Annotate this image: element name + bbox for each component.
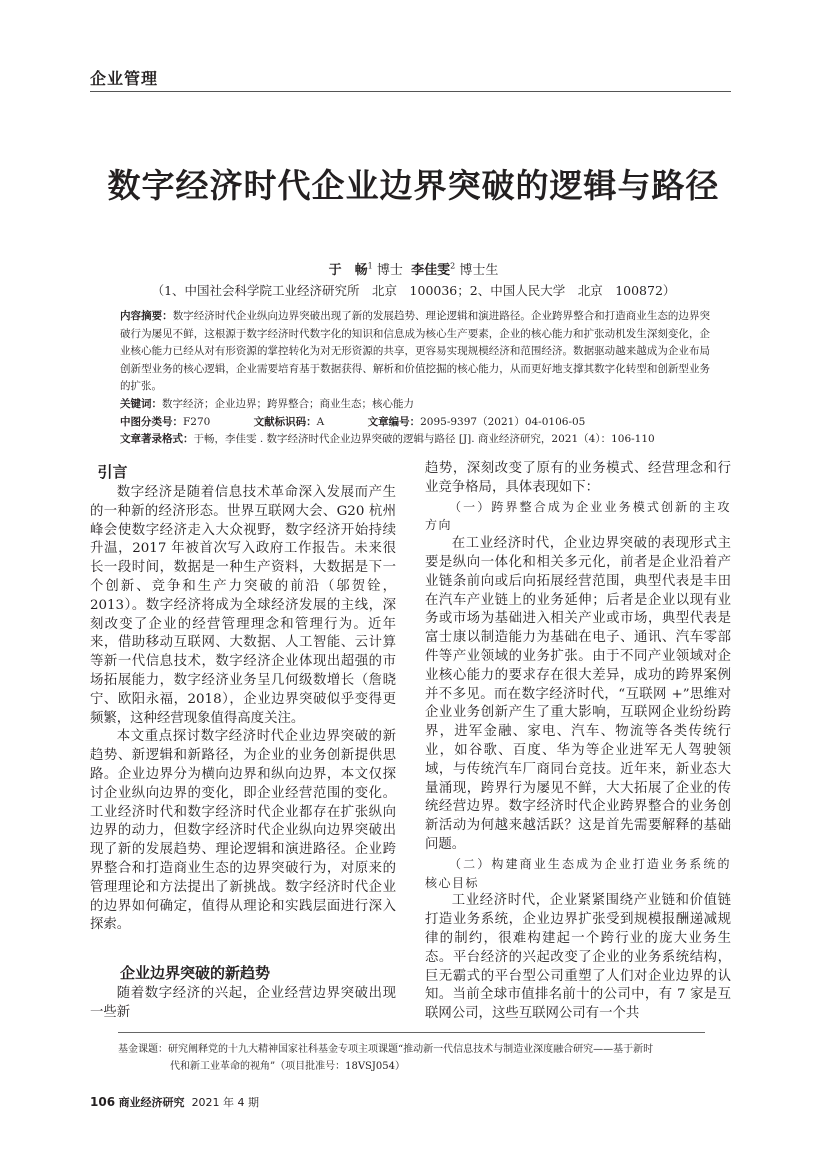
page-footer xyxy=(90,1094,259,1110)
keywords: 数字经济；企业边界；跨界整合；商业生态；核心能力 xyxy=(162,397,414,410)
affiliation: （1、中国社会科学院工业经济研究所 北京 100036；2、中国人民大学 北京 100872） xyxy=(151,283,676,298)
footnote-rule xyxy=(118,1032,705,1033)
paragraph: 趋势，深刻改变了原有的业务模式、经营理念和行业竞争格局，具体表现如下： xyxy=(425,461,731,495)
subsection-heading: （二）构建商业生态成为企业打造业务系统的核心目标 xyxy=(425,856,731,890)
section-heading-intro: 引言 xyxy=(97,463,128,481)
paragraph: 工业经济时代，企业紧紧围绕产业链和价值链打造业务系统，企业边界扩张受到规模报酬递减规律的制约，很难构建起一个跨行业的庞大业务生态。平台经济的兴起改变了企业的业务系统结构，巨无霸式的平台型公司重塑了人们对企业边界的认知。当前全球市值排名前十的公司中，有 7 家是互联网公司，这些互联网公司有一个共 xyxy=(425,893,731,1022)
issue: 2021 年 4 期 xyxy=(191,1096,260,1109)
journal-name: 商业经济研究 xyxy=(118,1096,185,1109)
abstract-block xyxy=(120,308,710,449)
citation: 于畅，李佳雯 . 数字经济时代企业边界突破的逻辑与路径 [J]. 商业经济研究，2021（4）：106-110 xyxy=(193,433,655,446)
authors xyxy=(0,259,827,278)
paragraph: 数字经济是随着信息技术革命深入发展而产生的一种新的经济形态。世界互联网大会、G20 杭州峰会使数字经济走入大众视野，数字经济开始持续升温，2017 年被首次写入政府工作报告。未来很长一段时间，数据是一种生产资料，大数据是下一个创新、竞争和生产力突破的前沿（邬贺铨，2013）。数字经济将成为全球经济发展的主线，深刻改变了企业的经营管理理念和管理行为。近年来，借助移动互联网、大数据、人工智能、云计算等新一代信息技术，数字经济企业体现出超强的市场拓展能力，数字经济业务呈几何级数增长（詹晓宁、欧阳永福，2018），企业边界突破似乎变得更频繁，这种经营现象值得高度关注。 xyxy=(90,485,396,726)
funding-text: 研究阐释党的十九大精神国家社科基金专项主项课题“推动新一代信息技术与制造业深度融合研究——基于新时 xyxy=(168,1044,654,1055)
section-label: 企业管理 xyxy=(90,69,159,88)
keywords-label: 关键词： xyxy=(120,397,162,410)
funding-label: 基金课题： xyxy=(118,1044,168,1055)
clc-label: 中图分类号： xyxy=(120,415,183,428)
author-name: 于 畅 xyxy=(328,263,368,278)
citation-label: 文章著录格式： xyxy=(120,433,194,446)
author-affil-mark: 1 xyxy=(367,261,373,271)
paragraph: 在工业经济时代，企业边界突破的表现形式主要是纵向一体化和相关多元化，前者是企业沿着产业链条前向或后向拓展经营范围，典型代表是丰田在汽车产业链上的业务延伸；后者是企业以现有业务或市场为基础进入相关产业或市场，典型代表是富士康以制造能力为基础在电子、通讯、汽车零部件等产业领域的业务扩张。由于不同产业领域对企业核心能力的要求存在很大差异，成功的跨界案例并不多见。而在数字经济时代，“互联网 +”思维对企业业务创新产生了重大影响，互联网企业纷纷跨界，进军金融、家电、汽车、物流等各类传统行业，如谷歌、百度、华为等企业进军无人驾驶领域，与传统汽车厂商同台竞技。近年来，新业态大量涌现，跨界行为屡见不鲜，大大拓展了企业的传统经营边界。数字经济时代企业跨界整合的业务创新活动为何越来越活跃？这是首先需要解释的基础问题。 xyxy=(425,536,731,852)
paragraph: 本文重点探讨数字经济时代企业边界突破的新趋势、新逻辑和新路径，为企业的业务创新提供思路。企业边界分为横向边界和纵向边界，本文仅探讨企业纵向边界的变化，即企业经营范围的变化。工业经济时代和数字经济时代企业都存在扩张纵向边界的动力，但数字经济时代企业纵向边界突破出现了新的发展趋势、理论逻辑和演进路径。企业跨界整合和打造商业生态的边界突破行为，对原来的管理理论和方法提出了新挑战。数字经济时代企业的边界如何确定，值得从理论和实践层面进行深入探索。 xyxy=(90,729,396,933)
funding-text-cont: 代和新工业革命的视角”（项目批准号：18VSJ054） xyxy=(170,1061,406,1072)
column-left xyxy=(90,460,396,1023)
funding-note xyxy=(118,1041,718,1075)
author-degree: 博士 xyxy=(376,263,403,278)
page-number: 106 xyxy=(90,1095,116,1109)
author-degree: 博士生 xyxy=(459,263,499,278)
header-rule xyxy=(90,91,731,92)
doc-code-value: A xyxy=(316,415,325,428)
article-title: 数字经济时代企业边界突破的逻辑与路径 xyxy=(107,166,720,205)
paragraph: 随着数字经济的兴起，企业经营边界突破出现一些新 xyxy=(90,986,396,1020)
abstract-text: 数字经济时代企业纵向边界突破出现了新的发展趋势、理论逻辑和演进路径。企业跨界整合和打造商业生态的边界突破行为屡见不鲜，这根源于数字经济时代数字化的知识和信息成为核心生产要素，企业的核心能力和扩张动机发生深刻变化，企业核心能力已经从对有形资源的掌控转化为对无形资源的共享，更容易实现规模经济和范围经济。数据驱动越来越成为企业布局创新型业务的核心逻辑，企业需要培育基于数据获得、解析和价值挖掘的核心能力，从而更好地支撑其数字化转型和创新型业务的扩张。 xyxy=(120,310,711,393)
doc-code-label: 文献标识码： xyxy=(253,415,317,428)
abstract-label: 内容摘要： xyxy=(120,310,173,322)
article-no-value: 2095-9397（2021）04-0106-05 xyxy=(420,415,586,428)
clc-value: F270 xyxy=(183,415,211,428)
column-right xyxy=(425,460,731,1024)
article-no-label: 文章编号： xyxy=(367,415,421,428)
subsection-heading: （一）跨界整合成为企业业务模式创新的主攻方向 xyxy=(425,499,731,533)
author-affil-mark: 2 xyxy=(450,261,456,271)
section-heading-trends: 企业边界突破的新趋势 xyxy=(120,964,271,983)
author-name: 李佳雯 xyxy=(411,263,451,278)
